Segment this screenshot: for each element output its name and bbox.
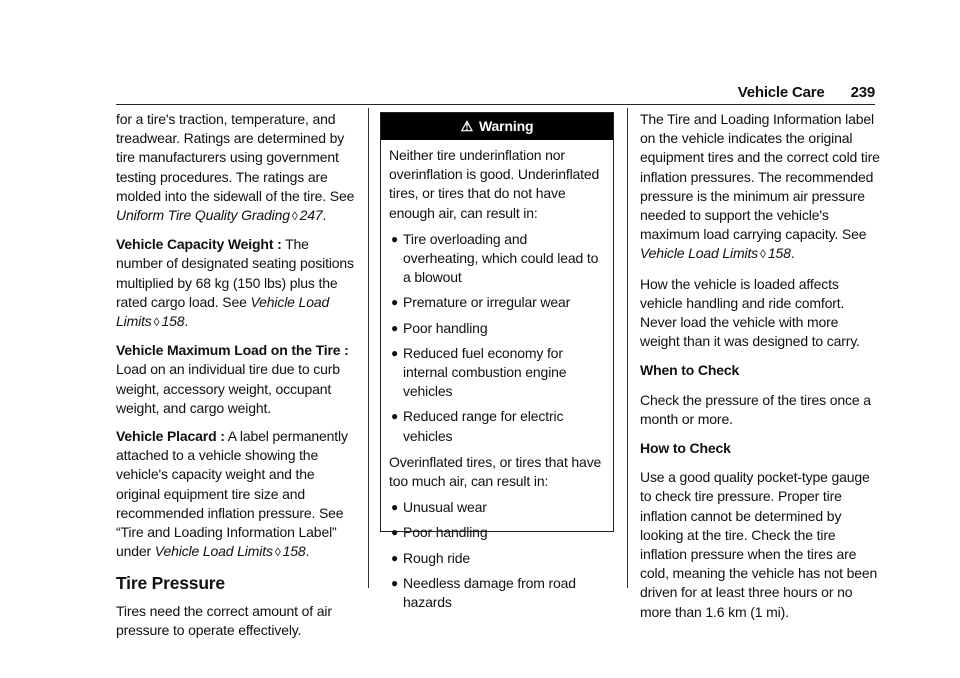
column-divider [368, 108, 369, 588]
subheading-when: When to Check [640, 362, 740, 379]
list-item: ● Needless damage from road hazards [391, 574, 576, 611]
list-item: ● Rough ride [389, 549, 605, 568]
column-divider [627, 108, 628, 588]
bullet-icon: ● [391, 345, 399, 360]
warning-header [381, 113, 613, 140]
warning-intro: Neither tire underinflation nor overinflation is good. Underinflated tires, or tires that do not have enough air, can result in: [389, 147, 600, 221]
bullet-icon: ● [391, 231, 399, 246]
list-item: ● Premature or irregular wear [389, 293, 605, 312]
subheading-how: How to Check [640, 440, 731, 457]
bullet-icon: ● [391, 575, 399, 590]
term: Vehicle Maximum Load on the Tire : [116, 342, 349, 359]
term: Vehicle Capacity Weight : [116, 236, 282, 253]
overinflation-list [389, 498, 605, 612]
list-item: ● Poor handling [389, 523, 605, 542]
paragraph-loading: How the vehicle is loaded affects vehicle handling and ride comfort. Never load the vehicle with more weight than it was designed to carry. [640, 275, 860, 350]
list-item: ● Reduced range for electric vehicles [391, 408, 564, 444]
link-utqg[interactable]: Uniform Tire Quality Grading [116, 207, 290, 224]
term: Vehicle Placard : [116, 428, 225, 445]
right-column [640, 110, 880, 632]
link-vehicle-load-limits[interactable]: Vehicle Load Limits [640, 245, 759, 262]
bullet-icon: ● [391, 500, 399, 515]
list-item: ● Reduced fuel economy for internal combustion engine vehicles [391, 344, 567, 400]
definition-placard: Vehicle Placard : A label permanently attached to a vehicle showing the vehicle's capacity weight and the original equipment tire size and recommended inflation pressure. See “Tire and Loading Information Label” under Vehicle Load Limits ◊ 158. [116, 428, 348, 560]
paragraph-label-info: The Tire and Loading Information label on the vehicle indicates the original equipment tires and the correct cold tire inflation pressures. The recommended pressure is the minimum air pressure needed to support the vehicle's maximum load carrying capacity. See Vehicle Load Limits ◊ 158. [640, 111, 880, 262]
page-reference-icon: ◊ [274, 545, 281, 560]
paragraph-traction: for a tire's traction, temperature, and treadwear. Ratings are determined by tire manufacturers using government testing procedures. The ratings are molded into the sidewall of the tire. See Uniform Tire Quality Grading ◊ 247. [116, 111, 355, 224]
warning-mid: Overinflated tires, or tires that have too much air, can result in: [389, 453, 602, 490]
header-divider [116, 104, 875, 105]
definition-max-load: Vehicle Maximum Load on the Tire : Load on an individual tire due to curb weight, accessory weight, occupant weight, and cargo weight. [116, 342, 349, 416]
ref-page-158[interactable]: 158 [767, 245, 791, 262]
page-header [738, 84, 875, 101]
section-title: Vehicle Care [737, 84, 825, 101]
paragraph-when: Check the pressure of the tires once a month or more. [640, 391, 871, 427]
ref-page-158[interactable]: 158 [161, 313, 185, 330]
page-reference-icon: ◊ [760, 247, 766, 262]
bullet-icon: ● [391, 525, 399, 540]
section-heading: Tire Pressure [116, 573, 225, 594]
left-column [116, 110, 356, 649]
list-item: ● Tire overloading and overheating, which could lead to a blowout [391, 230, 599, 286]
underinflation-list [389, 230, 605, 446]
page-reference-icon: ◊ [153, 315, 160, 330]
bullet-icon: ● [391, 550, 399, 565]
list-item: ● Unusual wear [389, 498, 605, 517]
ref-page-158[interactable]: 158 [282, 543, 306, 560]
link-vehicle-load-limits[interactable]: Vehicle Load Limits [116, 293, 330, 330]
definition-capacity-weight: Vehicle Capacity Weight : The number of designated seating positions multiplied by 68 kg (150 lbs) plus the rated cargo load. See Vehicle Load Limits ◊ 158. [116, 236, 354, 330]
bullet-icon: ● [391, 409, 399, 424]
bullet-icon: ● [391, 320, 399, 335]
warning-title: Warning [478, 117, 534, 134]
bullet-icon: ● [391, 295, 399, 310]
link-vehicle-load-limits[interactable]: Vehicle Load Limits [154, 543, 273, 560]
ref-page-247[interactable]: 247 [299, 207, 323, 224]
page-reference-icon: ◊ [291, 209, 298, 224]
warning-box [380, 112, 614, 611]
paragraph-how: Use a good quality pocket-type gauge to check tire pressure. Proper tire inflation cannot be determined by looking at the tire. Check the tire inflation pressure when the tires are cold, meaning the vehicle has not been driven for at least three hours or no more than 1.6 km (1 mi). [640, 469, 878, 620]
paragraph-intro: Tires need the correct amount of air pressure to operate effectively. [116, 602, 332, 638]
list-item: ● Poor handling [389, 319, 605, 338]
warning-body [381, 140, 613, 612]
page-number: 239 [850, 84, 875, 101]
warning-triangle-icon: ⚠ [460, 117, 473, 134]
